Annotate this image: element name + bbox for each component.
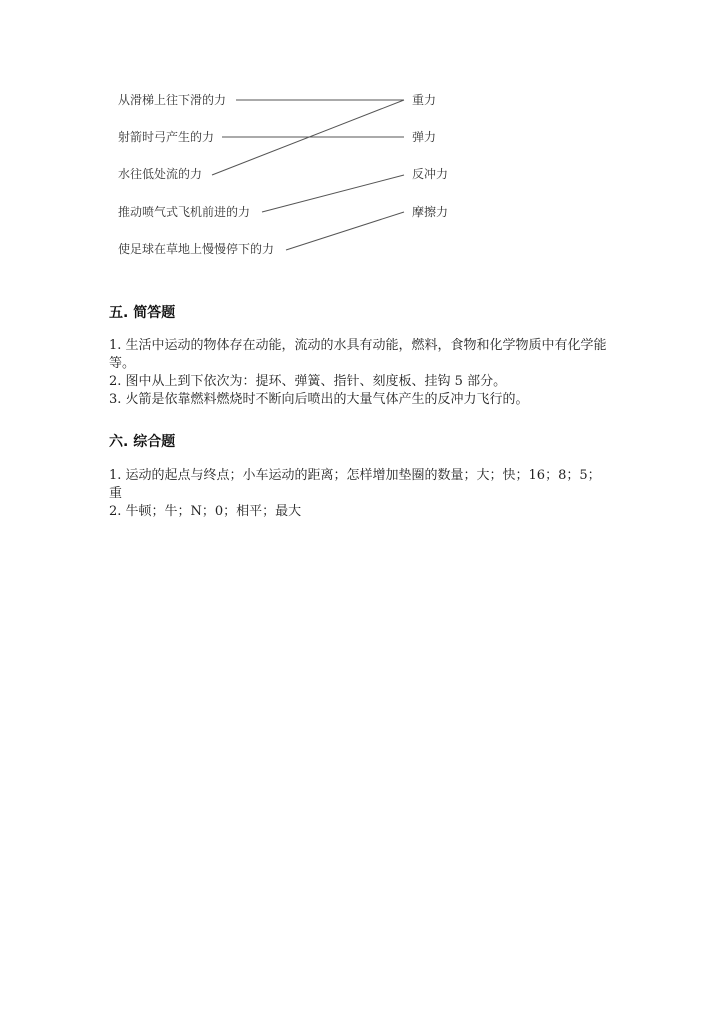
- left-item-3: 水往低处流的力: [118, 167, 203, 181]
- match-line-5: [286, 212, 404, 250]
- matching-lines: [0, 0, 720, 280]
- answer-5-2: 2. 图中从上到下依次为：提环、弹簧、指针、刻度板、挂钩 5 部分。: [109, 374, 507, 389]
- answer-5-3: 3. 火箭是依靠燃料燃烧时不断向后喷出的大量气体产生的反冲力飞行的。: [109, 392, 529, 407]
- right-item-2: 弹力: [412, 130, 437, 144]
- right-item-1: 重力: [412, 93, 437, 107]
- left-item-2: 射箭时弓产生的力: [118, 130, 215, 144]
- answer-5-1: 1. 生活中运动的物体存在动能，流动的水具有动能，燃料，食物和化学物质中有化学能等。: [109, 338, 607, 371]
- right-item-3: 反冲力: [412, 167, 449, 181]
- left-item-1: 从滑梯上往下滑的力: [118, 93, 227, 107]
- right-item-4: 摩擦力: [412, 205, 449, 219]
- match-line-4: [262, 175, 404, 212]
- answer-6-1: 1. 运动的起点与终点；小车运动的距离；怎样增加垫圈的数量；大；快；16；8；5；重: [109, 468, 601, 501]
- matching-diagram: [0, 0, 720, 280]
- section-6-answers: [109, 467, 609, 521]
- left-item-5: 使足球在草地上慢慢停下的力: [118, 242, 275, 256]
- answer-6-2: 2. 牛顿；牛；N；0；相平；最大: [109, 504, 302, 519]
- section-5-title: 五. 简答题: [109, 305, 176, 321]
- section-6-title: 六. 综合题: [109, 434, 176, 450]
- left-item-4: 推动喷气式飞机前进的力: [118, 205, 251, 219]
- section-5-answers: [109, 337, 609, 409]
